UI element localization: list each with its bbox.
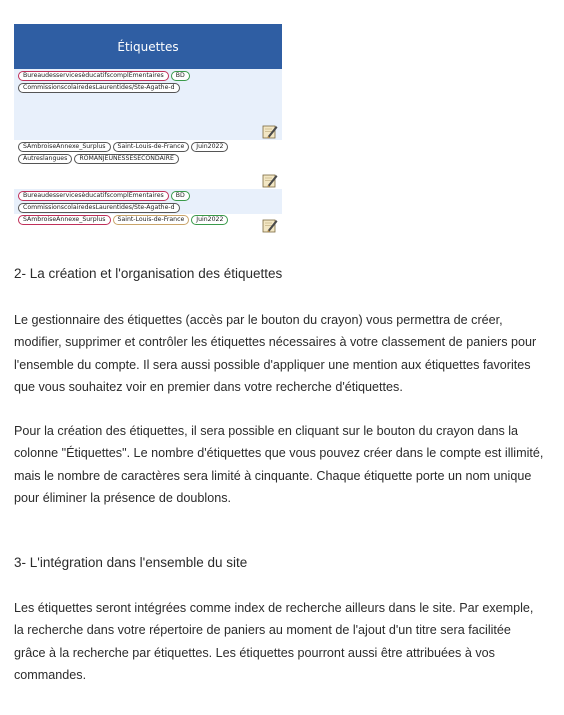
tag-chip: BureaudesservicesèducatifscomplÉmentaires (18, 191, 169, 201)
tag-chip-line (18, 154, 258, 164)
tag-chip-group (18, 191, 258, 227)
tag-chip-line (18, 142, 258, 152)
tag-chip-line (18, 71, 258, 81)
tag-chip-group (18, 71, 258, 95)
tag-chip: Juin2022 (191, 215, 228, 225)
tags-table-image (14, 24, 282, 223)
tag-chip: SAmbroiseAnnexe_Surplus (18, 215, 111, 225)
tag-chip-line (18, 203, 258, 213)
pencil-edit-icon[interactable] (262, 123, 278, 139)
pencil-edit-icon[interactable] (262, 172, 278, 188)
section-3-paragraph-1: Les étiquettes seront intégrées comme index de recherche ailleurs dans le site. Par exemple, la recherche dans votre répertoire de paniers au moment de l'ajout d'un titre sera facilitée grâce à la recherche par étiquettes. Les étiquettes pourront aussi être attribuées à vos commandes. (14, 601, 534, 682)
tags-column-header: Étiquettes (14, 24, 282, 69)
tag-chip: Autreslangues (18, 154, 72, 164)
section-2-heading: 2- La création et l'organisation des étiquettes (14, 266, 283, 281)
tag-chip: ROMANJEUNESSESECONDAIRE (74, 154, 179, 164)
tags-row (14, 189, 282, 223)
tag-chip: BureaudesservicesèducatifscomplÉmentaires (18, 71, 169, 81)
tags-row (14, 140, 282, 189)
tag-chip-line (18, 191, 258, 201)
tag-chip: Saint-Louis-de-France (113, 142, 190, 152)
tag-chip: Saint-Louis-de-France (113, 215, 190, 225)
tag-chip: CommissionscolairedesLaurentides/Ste-Agathe-d (18, 83, 180, 93)
section-2-paragraph-2: Pour la création des étiquettes, il sera possible en cliquant sur le bouton du crayon dans la colonne "Étiquettes". Le nombre d'étiquettes que vous pouvez créer dans le compte est illimité, mais le nombre de caractères sera limité à cinquante. Chaque étiquette porte un nom unique pour éliminer la présence de doublons. (14, 424, 544, 505)
tag-chip-line (18, 83, 258, 93)
section-2-paragraph-1: Le gestionnaire des étiquettes (accès par le bouton du crayon) vous permettra de créer, modifier, supprimer et contrôler les étiquettes nécessaires à votre classement de paniers pour l'ensemble du compte. Il sera aussi possible d'appliquer une mention aux étiquettes favorites que vous souhaitez voir en premier dans votre recherche d'étiquettes. (14, 313, 537, 394)
tag-chip: CommissionscolairedesLaurentides/Ste-Agathe-d (18, 203, 180, 213)
tag-chip: BD (171, 71, 190, 81)
tag-chip: SAmbroiseAnnexe_Surplus (18, 142, 111, 152)
tag-chip-group (18, 142, 258, 166)
tag-chip-line (18, 215, 258, 225)
tag-chip: BD (171, 191, 190, 201)
tag-chip: Juin2022 (191, 142, 228, 152)
tags-row (14, 69, 282, 140)
section-3-heading: 3- L'intégration dans l'ensemble du site (14, 555, 248, 570)
pencil-edit-icon[interactable] (262, 217, 278, 233)
